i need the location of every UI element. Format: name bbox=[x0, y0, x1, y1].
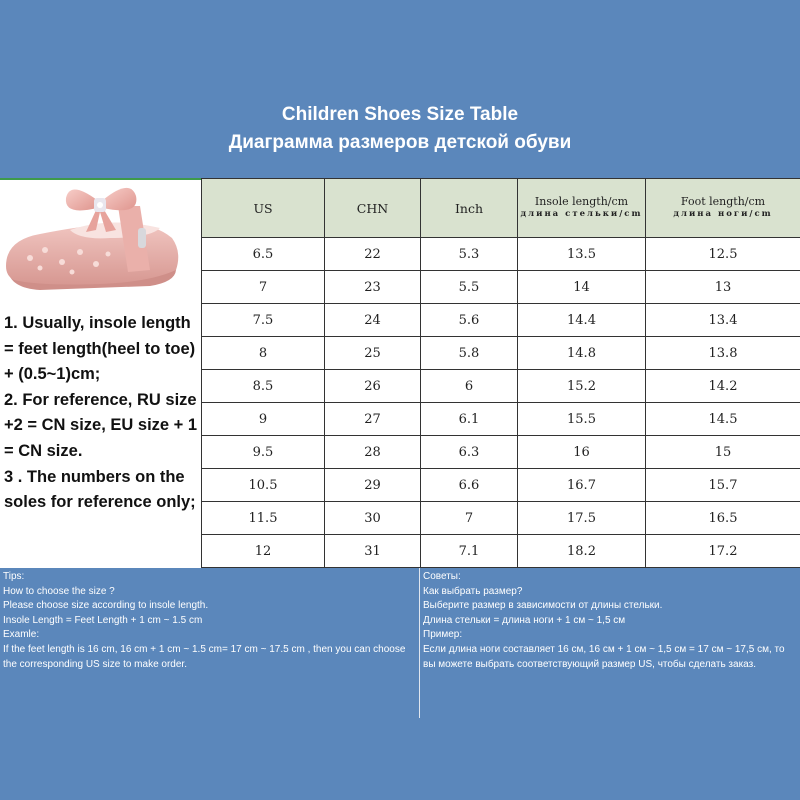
tips-line: Insole Length = Feet Length + 1 cm ~ 1.5 cm bbox=[3, 614, 203, 626]
tips-line: Длина стельки = длина ноги + 1 см ~ 1,5 см bbox=[423, 614, 626, 626]
table-row bbox=[202, 370, 800, 403]
table-row bbox=[202, 271, 800, 304]
cell-chn: 29 bbox=[325, 469, 421, 502]
table-row bbox=[202, 403, 800, 436]
tips-divider bbox=[419, 568, 420, 718]
cell-insole: 14.8 bbox=[518, 337, 646, 370]
tips-russian bbox=[423, 570, 799, 672]
cell-chn: 31 bbox=[325, 535, 421, 568]
tips-line: Советы: bbox=[423, 571, 461, 582]
tips-english bbox=[3, 570, 413, 672]
cell-us: 8 bbox=[202, 337, 325, 370]
cell-foot: 13 bbox=[646, 271, 800, 304]
note-2: 2. For reference, RU size +2 = CN size, EU size + 1 = CN size. bbox=[4, 390, 198, 460]
tips-line: Examle: bbox=[3, 629, 40, 641]
cell-insole: 17.5 bbox=[518, 502, 646, 535]
cell-insole: 14 bbox=[518, 271, 646, 304]
table-row bbox=[202, 238, 800, 271]
cell-insole: 18.2 bbox=[518, 535, 646, 568]
cell-foot: 12.5 bbox=[646, 238, 800, 271]
pink-shoe-illustration bbox=[0, 178, 201, 305]
table-header-row bbox=[202, 179, 800, 238]
cell-chn: 23 bbox=[325, 271, 421, 304]
table-row bbox=[202, 469, 800, 502]
cell-foot: 16.5 bbox=[646, 502, 800, 535]
cell-foot: 14.5 bbox=[646, 403, 800, 436]
cell-us: 12 bbox=[202, 535, 325, 568]
table-row bbox=[202, 436, 800, 469]
cell-insole: 16.7 bbox=[518, 469, 646, 502]
size-table bbox=[201, 178, 800, 568]
cell-inch: 6.1 bbox=[421, 403, 518, 436]
cell-insole: 14.4 bbox=[518, 304, 646, 337]
table-row bbox=[202, 535, 800, 568]
header-us: US bbox=[202, 179, 325, 238]
cell-chn: 25 bbox=[325, 337, 421, 370]
note-3: 3 . The numbers on the soles for reference only; bbox=[4, 467, 196, 512]
cell-inch: 5.3 bbox=[421, 238, 518, 271]
header-foot bbox=[646, 179, 800, 238]
cell-inch: 7 bbox=[421, 502, 518, 535]
table-row bbox=[202, 337, 800, 370]
title-english: Children Shoes Size Table bbox=[281, 104, 519, 125]
title-block bbox=[0, 102, 800, 156]
cell-chn: 22 bbox=[325, 238, 421, 271]
cell-insole: 16 bbox=[518, 436, 646, 469]
tips-line: Выберите размер в зависимости от длины стельки. bbox=[423, 600, 663, 612]
cell-foot: 15 bbox=[646, 436, 800, 469]
cell-chn: 27 bbox=[325, 403, 421, 436]
cell-chn: 30 bbox=[325, 502, 421, 535]
notes-panel bbox=[0, 305, 201, 568]
cell-inch: 5.6 bbox=[421, 304, 518, 337]
cell-foot: 17.2 bbox=[646, 535, 800, 568]
cell-us: 7 bbox=[202, 271, 325, 304]
tips-line: Tips: bbox=[3, 571, 25, 582]
tips-line: Please choose size according to insole length. bbox=[3, 600, 209, 612]
cell-foot: 13.4 bbox=[646, 304, 800, 337]
cell-inch: 5.5 bbox=[421, 271, 518, 304]
cell-chn: 26 bbox=[325, 370, 421, 403]
cell-us: 9.5 bbox=[202, 436, 325, 469]
table-row bbox=[202, 304, 800, 337]
tips-line: How to choose the size ? bbox=[3, 585, 115, 597]
tips-line: If the feet length is 16 cm, 16 cm + 1 cm ~ 1.5 cm= 17 cm ~ 17.5 cm , then you can choose the corresponding US size to make order. bbox=[3, 643, 409, 670]
cell-foot: 14.2 bbox=[646, 370, 800, 403]
header-foot-en: Foot length/cm bbox=[680, 195, 766, 208]
cell-chn: 24 bbox=[325, 304, 421, 337]
cell-chn: 28 bbox=[325, 436, 421, 469]
header-inch: Inch bbox=[421, 179, 518, 238]
cell-foot: 13.8 bbox=[646, 337, 800, 370]
cell-us: 7.5 bbox=[202, 304, 325, 337]
cell-inch: 6.3 bbox=[421, 436, 518, 469]
note-1: 1. Usually, insole length = feet length(heel to toe) + (0.5~1)cm; bbox=[4, 314, 196, 384]
cell-us: 11.5 bbox=[202, 502, 325, 535]
cell-inch: 6.6 bbox=[421, 469, 518, 502]
tips-line: Пример: bbox=[423, 629, 463, 641]
tips-line: Если длина ноги составляет 16 см, 16 см + 1 см ~ 1,5 см = 17 см ~ 17,5 см, то вы можете выбрать соответствующий размер US, чтобы сделать заказ. bbox=[423, 643, 788, 670]
cell-us: 10.5 bbox=[202, 469, 325, 502]
title-russian: Диаграмма размеров детской обуви bbox=[228, 132, 572, 153]
header-insole-ru: длина стельки/cm bbox=[520, 209, 643, 219]
cell-inch: 5.8 bbox=[421, 337, 518, 370]
cell-foot: 15.7 bbox=[646, 469, 800, 502]
header-foot-ru: длина ноги/cm bbox=[673, 209, 773, 219]
cell-us: 6.5 bbox=[202, 238, 325, 271]
header-insole bbox=[518, 179, 646, 238]
tips-line: Как выбрать размер? bbox=[423, 585, 523, 597]
cell-us: 8.5 bbox=[202, 370, 325, 403]
cell-inch: 7.1 bbox=[421, 535, 518, 568]
product-photo bbox=[0, 178, 201, 305]
cell-insole: 15.2 bbox=[518, 370, 646, 403]
cell-insole: 15.5 bbox=[518, 403, 646, 436]
header-insole-en: Insole length/cm bbox=[534, 195, 629, 208]
table-row bbox=[202, 502, 800, 535]
cell-insole: 13.5 bbox=[518, 238, 646, 271]
cell-inch: 6 bbox=[421, 370, 518, 403]
notes-text bbox=[4, 311, 201, 516]
header-chn: CHN bbox=[325, 179, 421, 238]
cell-us: 9 bbox=[202, 403, 325, 436]
